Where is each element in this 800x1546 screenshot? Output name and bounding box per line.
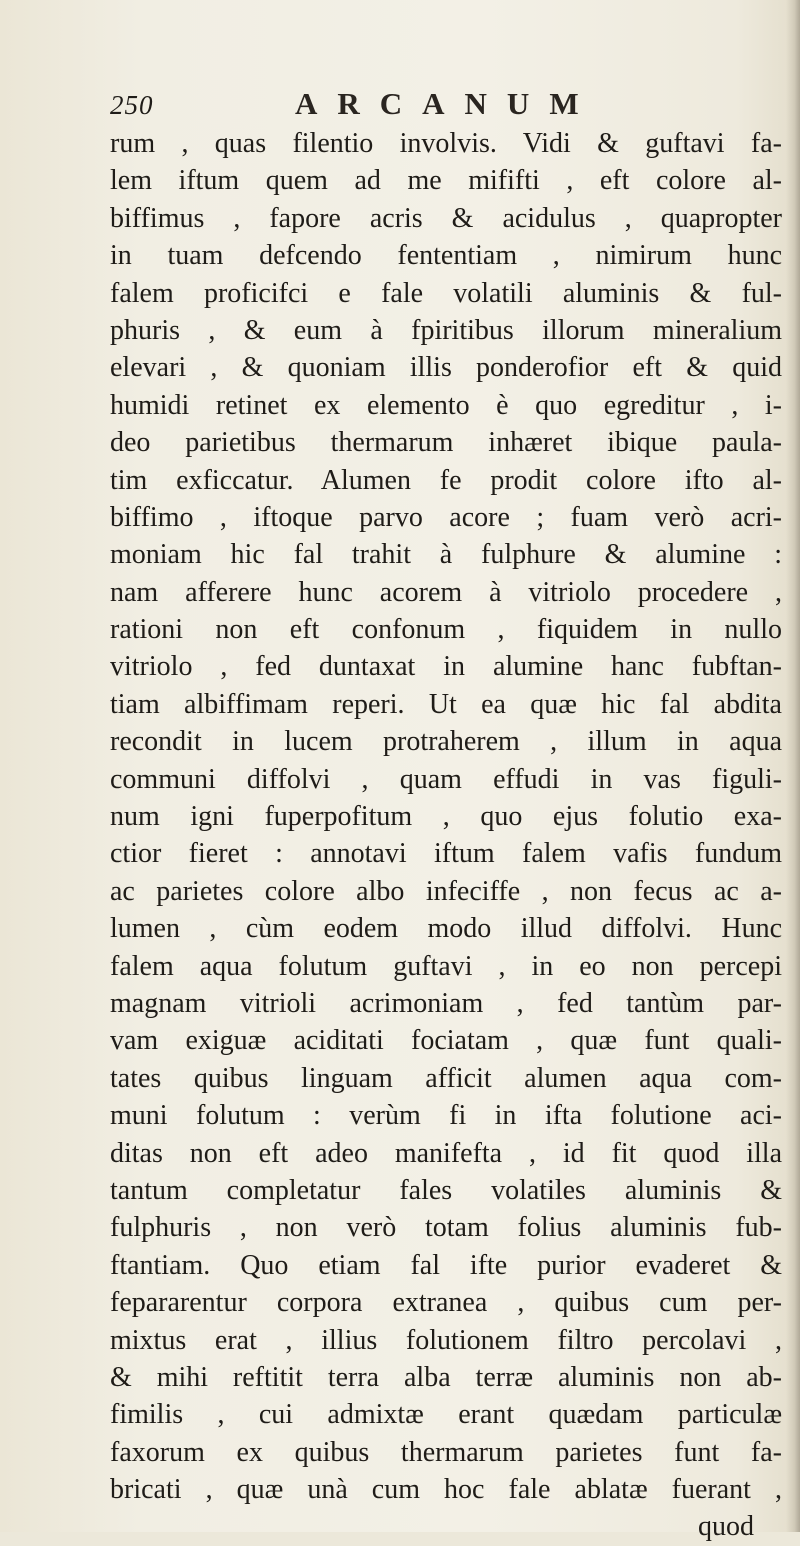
text-line: vam exiguæ aciditati fociatam , quæ funt quali- xyxy=(110,1025,782,1057)
text-line: muni folutum : verùm fi in ifta folutione aci- xyxy=(110,1100,782,1132)
body-text xyxy=(110,125,782,1546)
text-line: faxorum ex quibus thermarum parietes funt fa- xyxy=(110,1436,782,1468)
text-line: biffimus , fapore acris & acidulus , quapropter xyxy=(110,202,782,234)
text-line: rum , quas filentio involvis. Vidi & guftavi fa- xyxy=(110,128,782,159)
text-line: in tuam defcendo fententiam , nimirum hunc xyxy=(110,240,782,272)
text-line: fimilis , cui admixtæ erant quædam particulæ xyxy=(110,1399,782,1431)
text-line: magnam vitrioli acrimoniam , fed tantùm par- xyxy=(110,987,782,1019)
text-line: tim exficcatur. Alumen fe prodit colore ifto al- xyxy=(110,464,782,496)
text-line: tantum completatur fales volatiles aluminis & xyxy=(110,1174,782,1206)
text-line: falem proficifci e fale volatili aluminis & ful- xyxy=(110,277,782,309)
text-line: mixtus erat , illius folutionem filtro percolavi , xyxy=(110,1324,782,1356)
page-number: 250 xyxy=(110,90,154,120)
text-line: num igni fuperpofitum , quo ejus folutio exa- xyxy=(110,801,782,833)
text-line: deo parietibus thermarum inhæret ibique paula- xyxy=(110,427,782,459)
text-line: phuris , & eum à fpiritibus illorum mineralium xyxy=(110,314,782,346)
text-line: nam afferere hunc acorem à vitriolo procedere , xyxy=(110,576,782,608)
text-line: ftantiam. Quo etiam fal ifte purior evaderet & xyxy=(110,1249,782,1281)
text-line: humidi retinet ex elemento è quo egreditur , i- xyxy=(110,389,782,421)
text-line: elevari , & quoniam illis ponderofior eft & quid xyxy=(110,352,782,384)
text-line: rationi non eft confonum , fiquidem in nullo xyxy=(110,614,782,646)
text-line: ctior fieret : annotavi iftum falem vafis fundum xyxy=(110,838,782,870)
page-header xyxy=(110,86,770,122)
text-line: lem iftum quem ad me mififti , eft colore al- xyxy=(110,165,782,197)
text-line: bricati , quæ unà cum hoc fale ablatæ fuerant , xyxy=(110,1474,782,1506)
text-line: & mihi reftitit terra alba terræ aluminis non ab- xyxy=(110,1361,782,1393)
text-line: vitriolo , fed duntaxat in alumine hanc fubftan- xyxy=(110,651,782,683)
text-line: ditas non eft adeo manifefta , id fit quod illa xyxy=(110,1137,782,1169)
text-line: lumen , cùm eodem modo illud diffolvi. Hunc xyxy=(110,913,782,945)
text-line: fepararentur corpora extranea , quibus cum per- xyxy=(110,1287,782,1319)
text-line: recondit in lucem protraherem , illum in aqua xyxy=(110,726,782,758)
catchword: quod xyxy=(698,1511,754,1543)
text-line: tiam albiffimam reperi. Ut ea quæ hic fal abdita xyxy=(110,688,782,720)
text-line: falem aqua folutum guftavi , in eo non percepi xyxy=(110,950,782,982)
text-line: communi diffolvi , quam effudi in vas figuli- xyxy=(110,763,782,795)
text-line: biffimo , iftoque parvo acore ; fuam verò acri- xyxy=(110,501,782,533)
running-head: ARCANUM xyxy=(295,86,599,121)
page-edge-shadow xyxy=(786,0,800,1532)
text-line: moniam hic fal trahit à fulphure & alumine : xyxy=(110,539,782,571)
text-line: ac parietes colore albo infeciffe , non fecus ac a- xyxy=(110,875,782,907)
text-line: tates quibus linguam afficit alumen aqua com- xyxy=(110,1062,782,1094)
text-line: fulphuris , non verò totam folius aluminis fub- xyxy=(110,1212,782,1244)
